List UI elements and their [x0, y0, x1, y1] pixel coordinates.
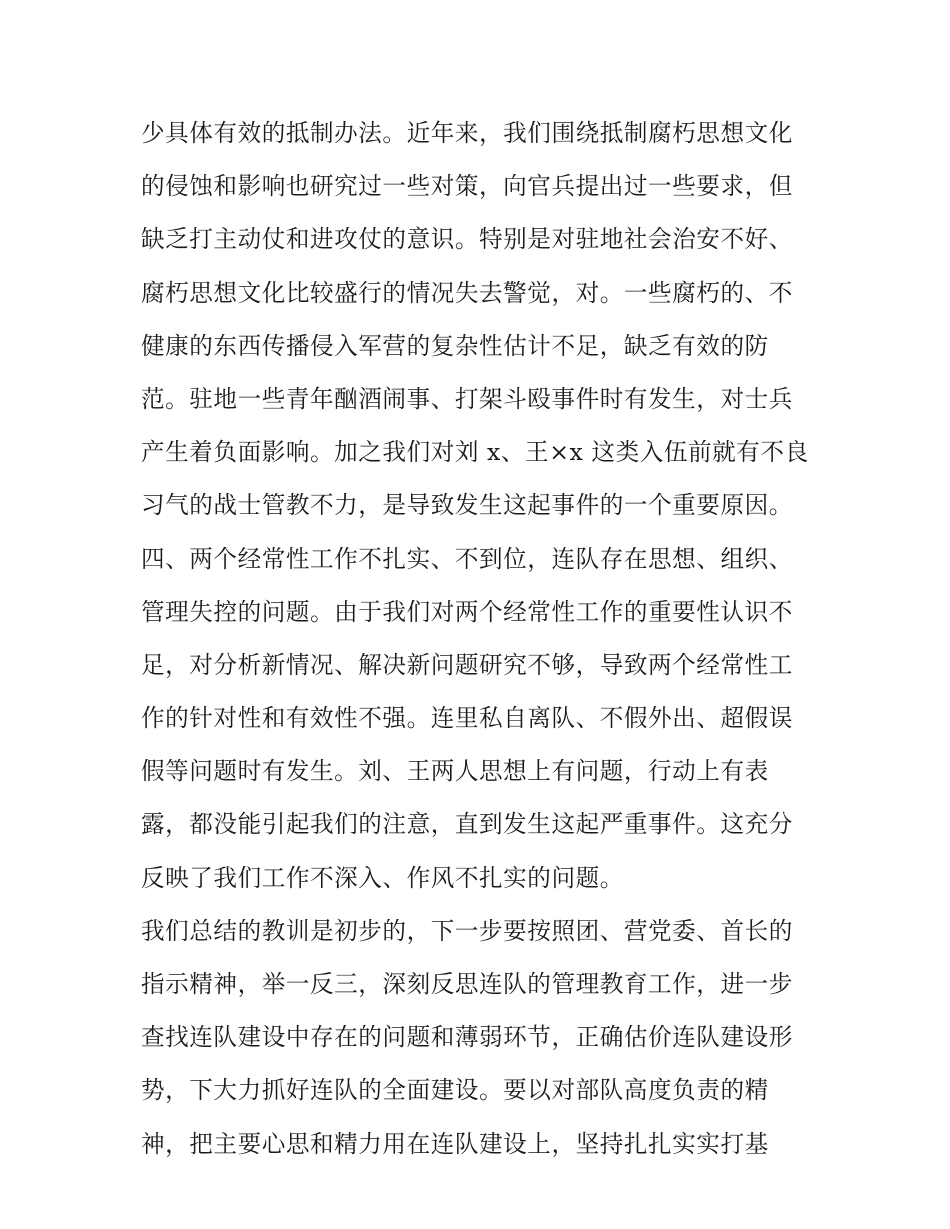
- text-line-13: 假等问题时有发生。刘、王两人思想上有问题，行动上有表: [141, 757, 769, 786]
- text-line-16: 我们总结的教训是初步的，下一步要按照团、营党委、首长的: [141, 916, 793, 945]
- text-line-6: 范。驻地一些青年酗酒闹事、打架斗殴事件时有发生，对士兵: [141, 384, 793, 413]
- text-line-10: 管理失控的问题。由于我们对两个经常性工作的重要性认识不: [141, 597, 793, 626]
- body-text: [141, 107, 821, 1171]
- text-line-20: 神，把主要心思和精力用在连队建设上，坚持扎扎实实打基: [141, 1129, 769, 1158]
- text-line-5: 健康的东西传播侵入军营的复杂性估计不足，缺乏有效的防: [141, 331, 769, 360]
- text-line-4: 腐朽思想文化比较盛行的情况失去警觉，对。一些腐朽的、不: [141, 278, 793, 307]
- text-line-19: 势，下大力抓好连队的全面建设。要以对部队高度负责的精: [141, 1076, 769, 1105]
- text-line-9: 四、两个经常性工作不扎实、不到位，连队存在思想、组织、: [141, 544, 793, 573]
- text-line-3: 缺乏打主动仗和进攻仗的意识。特别是对驻地社会治安不好、: [141, 225, 793, 254]
- text-line-8: 习气的战士管教不力，是导致发生这起事件的一个重要原因。: [141, 491, 793, 520]
- text-line-14: 露，都没能引起我们的注意，直到发生这起严重事件。这充分: [141, 810, 793, 839]
- text-line-18: 查找连队建设中存在的问题和薄弱环节，正确估价连队建设形: [141, 1023, 793, 1052]
- text-line-2: 的侵蚀和影响也研究过一些对策，向官兵提出过一些要求，但: [141, 172, 793, 201]
- text-line-11: 足，对分析新情况、解决新问题研究不够，导致两个经常性工: [141, 650, 793, 679]
- text-line-1: 少具体有效的抵制办法。近年来，我们围绕抵制腐朽思想文化: [141, 119, 793, 147]
- text-line-15: 反映了我们工作不深入、作风不扎实的问题。: [141, 863, 624, 892]
- text-line-17: 指示精神，举一反三，深刻反思连队的管理教育工作，进一步: [141, 970, 793, 998]
- text-line-12: 作的针对性和有效性不强。连里私自离队、不假外出、超假误: [141, 704, 793, 733]
- text-line-7: 产生着负面影响。加之我们对刘 x、王×x 这类入伍前就有不良: [141, 438, 809, 467]
